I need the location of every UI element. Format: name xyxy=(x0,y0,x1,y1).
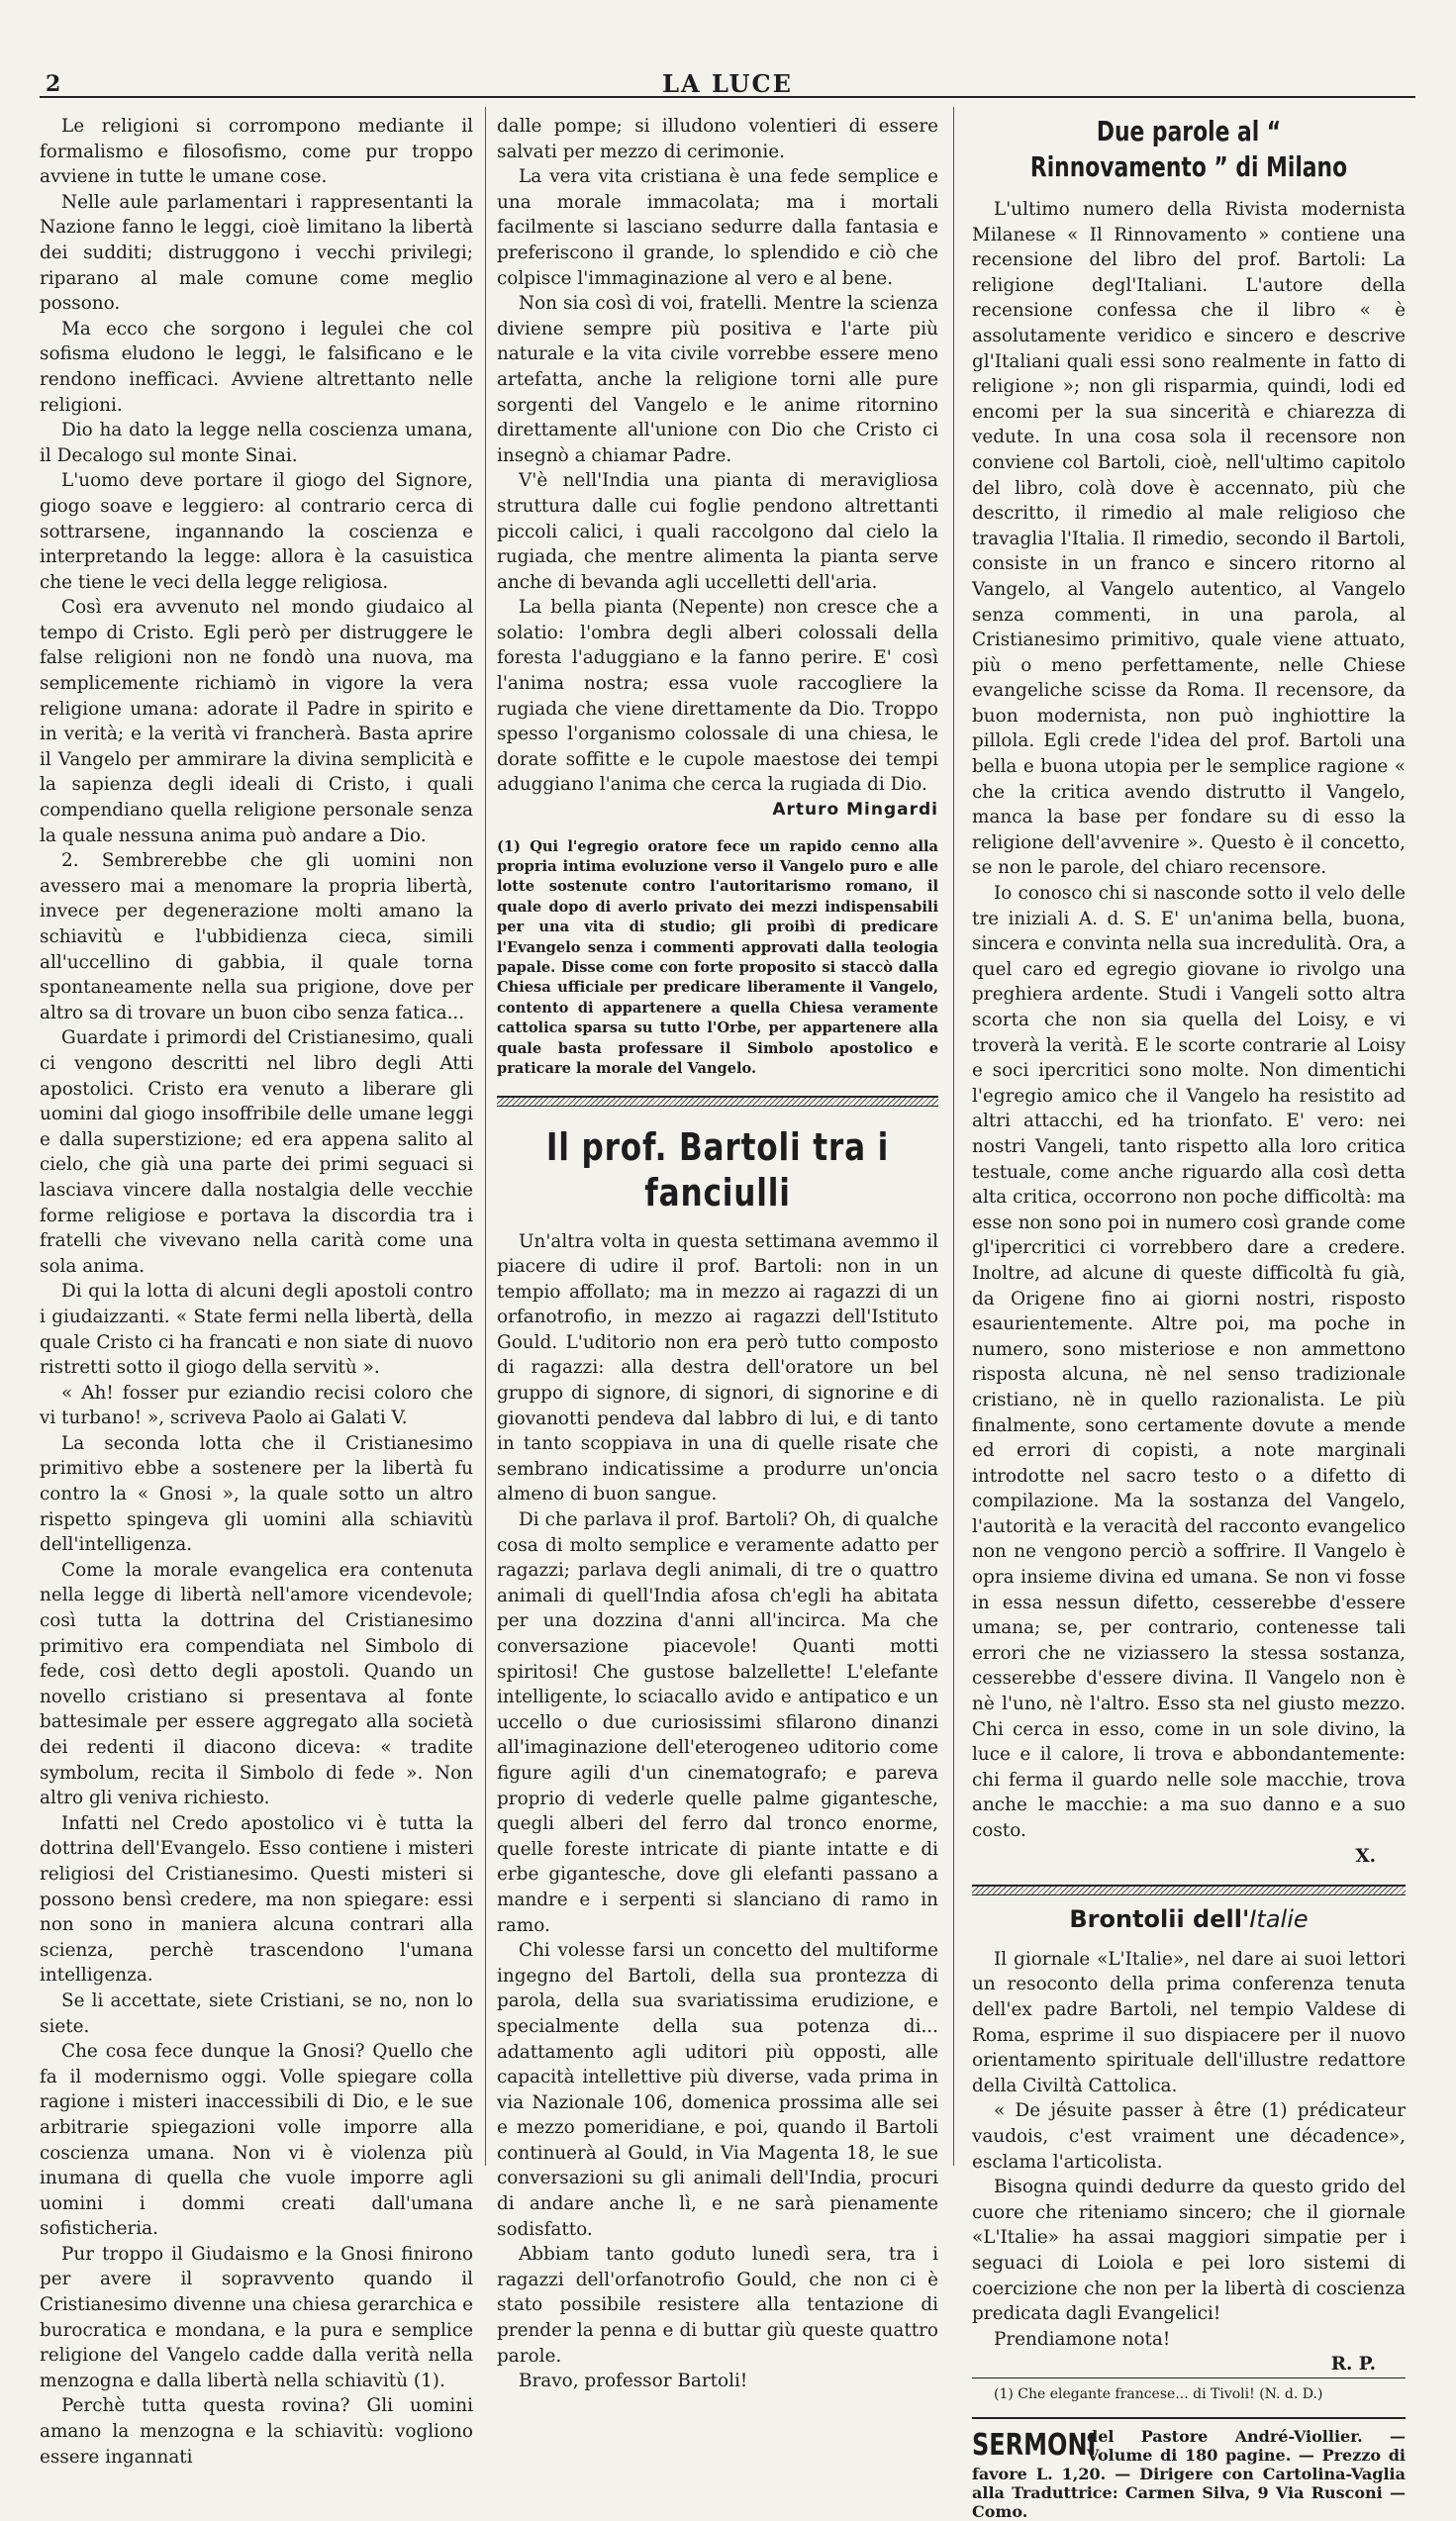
paragraph: « De jésuite passer à être (1) prédicateur vaudois, c'est vraiment une décadence», esclama l'articolista. xyxy=(972,2100,1406,2173)
paragraph: L'ultimo numero della Rivista modernista Milanese « Il Rinnovamento » contiene una recensione del libro del prof. Bartoli: La religione degl'Italiani. L'autore della recensione confessa che il libro « è assolutamente veridico e sincero e descrive gl'Italiani quali essi sono realmente in fatto di religione »; non gli risparmia, quindi, lodi ed encomi per la sua sincerità e chiarezza di vedute. In una cosa sola il recensore non conviene col Bartoli, cioè, nell'ultimo capitolo del libro, colà dove è accennato, più che descritto, il rimedio al male religioso che travaglia l'Italia. Il rimedio, secondo il Bartoli, consiste in un franco e sincero ritorno al Vangelo, al Vangelo autentico, al Vangelo senza commenti, in una parola, al Cristianesimo primitivo, quale viene attuato, più o meno perfettamente, nelle Chiese evangeliche scisse da Roma. Il recensore, da buon modernista, non può inghiottire la pillola. Egli crede l'idea del prof. Bartoli una bella e buona utopia per le semplice ragione « che la critica avendo distrutto il Vangelo, manca la base per fondare su di esso la religione dell'avvenire ». Questo è il concetto, se non le parole, del chiaro recensore. xyxy=(972,199,1406,879)
paragraph: La vera vita cristiana è una fede semplice e una morale immacolata; ma i mortali facilmente si lasciano sedurre dalla fantasia e preferiscono il grande, lo splendido e ciò che colpisce l'immaginazione al vero e al bene. xyxy=(497,166,938,289)
paragraph: Nelle aule parlamentari i rappresentanti la Nazione fanno le leggi, cioè limitano la libertà dei sudditi; distruggono i vecchi privilegi; riparano al male comune come meglio possono. xyxy=(40,191,473,315)
paragraph: Chi volesse farsi un concetto del multiforme ingegno del Bartoli, della sua prontezza di parola, della sua svariatissima erudizione, e specialmente della sua potenza di... adattamento agli uditori più opposti, alle capacità intellettive più diverse, vada prima in via Nazionale 106, domenica prossima alle sei e mezzo pomeridiane, e poi, quando il Bartoli continuerà al Gould, in Via Magenta 18, le sue conversazioni su gli animali dell'India, procuri di andare anche lì, e ne sarà pienamente sodisfatto. xyxy=(497,1940,938,2240)
column-3 xyxy=(972,114,1406,2521)
paragraph: Pur troppo il Giudaismo e la Gnosi finirono per avere il sopravvento quando il Cristianesimo divenne una chiesa gerarchica e burocratica e mondana, e la pura e semplice religione del Vangelo cadde dalla verità nella menzogna e dalla libertà nella schiavitù (1). xyxy=(40,2243,473,2391)
advertisement xyxy=(972,2417,1406,2521)
article-headline: Due parole al “ Rinnovamento ” di Milano xyxy=(1029,115,1348,183)
column-2 xyxy=(497,114,938,2394)
paragraph: Che cosa fece dunque la Gnosi? Quello che fa il modernismo oggi. Volle spiegare colla ragione i misteri inaccessibili di Dio, e le sue arbitrarie spiegazioni volle imporre alla coscienza umana. Non vi è violenza più inumana di quella che vuole imporre agli uomini i dommi creati dall'umana sofisticheria. xyxy=(40,2041,473,2240)
paragraph: Io conosco chi si nasconde sotto il velo delle tre iniziali A. d. S. E' un'anima bella, buona, sincera e convinta nella sua incredulità. Ora, a quel caro ed egregio giovane io rivolgo una preghiera ardente. Studi i Vangeli sotto altra scorta che non sia quella del Loisy, e vi troverà la verità. E le scorte contrarie al Loisy e soci ipercritici sono molte. Non dimentichi l'egregio amico che il Vangelo ha resistito ad altri attacchi, ed ha trionfato. E' vero: nei nostri Vangeli, tanto rispetto alla loro critica testuale, come anche riguardo alla così detta alta critica, occorrono non poche difficoltà: ma esse non sono poi in numero così grande come gl'ipercritici ci vorrebbero dare a credere. Inoltre, ad alcune di queste difficoltà fu già, da Origene fino ai giorni nostri, risposto esaurientemente. Altre poi, ma poche in numero, sono misteriose e non ammettono risposta alcuna, nè nel senso tradizionale cristiano, nè in quello razionalista. Le più finalmente, sono certamente dovute a mende ed errori di copisti, a note marginali introdotte nel sacro testo o a difetto di compilazione. Ma la sostanza del Vangelo, l'autorità e la veracità del racconto evangelico non ne vengono perciò a soffrire. Il Vangelo è opra insieme divina ed umana. Se non vi fosse in essa nessun difetto, cesserebbe d'essere umana; se, per contrario, contenesse tali errori che ne viziassero la stessa sostanza, cesserebbe d'essere divina. Il Vangelo non è nè l'uno, nè l'altro. Esso sta nel giusto mezzo. Chi cerca in esso, come in un sole divino, la luce e il calore, li trova e abbondantemente: chi ferma il guardo nelle sole macchie, trova anche le macchie: a ma suo danno e a suo costo. xyxy=(972,883,1406,1841)
author-signature: Arturo Mingardi xyxy=(772,800,938,821)
article-headline xyxy=(972,1907,1406,1933)
column-divider xyxy=(953,107,954,2166)
paragraph: V'è nell'India una pianta di meravigliosa struttura dalle cui foglie pendono altrettanti piccoli calici, i quali raccolgono dal cielo la rugiada, che mentre alimenta la pianta serve anche di bevanda agli uccelletti dell'aria. xyxy=(497,470,938,593)
paragraph: Non sia così di voi, fratelli. Mentre la scienza diviene sempre più positiva e l'arte più naturale e la vita civile vorrebbe essere meno artefatta, anche la religione torni alle pure sorgenti del Vangelo e le anime ritornino direttamente all'unione con Dio che Cristo ci insegnò a chiamar Padre. xyxy=(497,293,938,466)
paragraph: Se li accettate, siete Cristiani, se no, non lo siete. xyxy=(40,1989,473,2037)
column-divider xyxy=(485,107,486,2166)
paragraph: Come la morale evangelica era contenuta nella legge di libertà nell'amore vicendevole; così tutta la dottrina del Cristianesimo primitivo era compendiata nel Simbolo di fede, così detto degli apostoli. Quando un novello cristiano si presentava al fonte battesimale per essere aggregato alla società dei redenti il diacono diceva: « tradite symbolum, recita il Simbolo di fede ». Non altro gli veniva richiesto. xyxy=(40,1559,473,1809)
paragraph: La seconda lotta che il Cristianesimo primitivo ebbe a sostenere per la libertà fu contro la « Gnosi », la quale sotto un altro rispetto spingeva gli uomini alla schiavitù dell'intelligenza. xyxy=(40,1432,473,1556)
footnote-text: (1) Qui l'egregio oratore fece un rapido cenno alla propria intima evoluzione verso il Vangelo puro e alle lotte sostenute contro l'autoritarismo romano, il quale dopo di averlo privato dei mezzi indispensabili per una vita di studio; gli proibì di predicare l'Evangelo senza i commenti approvati dalla teologia papale. Disse come con forte proposito si staccò dalla Chiesa ufficiale per predicare liberamente il Vangelo, contento di appartenere a quella Chiesa veramente cattolica sparsa su tutto l'Orbe, per appartenere alla quale basta professare il Simbolo apostolico e praticare la morale del Vangelo. xyxy=(497,837,938,1078)
header-rule xyxy=(40,96,1415,98)
headline-italic: Italie xyxy=(1249,1905,1309,1934)
ad-title: SERMONI xyxy=(972,2428,1097,2464)
editor-note: (1) Che elegante francese... di Tivoli! (N. d. D.) xyxy=(972,2377,1406,2408)
author-signature: X. xyxy=(1355,1845,1376,1867)
paragraph: Così era avvenuto nel mondo giudaico al tempo di Cristo. Egli però per distruggere le false religioni non ne fondò una nuova, ma semplicemente richiamò in vigore la vera religione umana: adorate il Padre in spirito e in verità; e la verità vi francherà. Basta aprire il Vangelo per ammirare la divina semplicità e la sapienza degli ideali di Cristo, i quali compendiano quella religione personale senza la quale nessuna anima può andare a Dio. xyxy=(40,597,473,846)
paragraph: Di qui la lotta di alcuni degli apostoli contro i giudaizzanti. « State fermi nella libertà, della quale Cristo ci ha francati e non siate di nuovo ristretti sotto il giogo della servitù ». xyxy=(40,1281,473,1379)
article-headline: Il prof. Bartoli tra i fanciulli xyxy=(545,1124,890,1214)
paragraph: Il giornale «L'Italie», nel dare ai suoi lettori un resoconto della prima conferenza tenuta dell'ex padre Bartoli, nel tempio Valdese di Roma, esprime il suo dispiacere per il nuovo orientamento spirituale dell'illustre redattore della Civiltà Cattolica. xyxy=(972,1948,1406,2096)
paragraph: Bravo, professor Bartoli! xyxy=(519,2371,748,2392)
paragraph: Guardate i primordi del Cristianesimo, quali ci vengono descritti nel libro degli Atti apostolici. Cristo era venuto a liberare gli uomini dal giogo insoffribile delle umane leggi e dalla superstizione; ed era appena salito al cielo, che già una parte dei primi seguaci si lasciava vincere dalla nostalgia delle vecchie forme religiose e portava la discordia tra i fratelli che vivevano nella carità come una sola anima. xyxy=(40,1027,473,1277)
paragraph: Perchè tutta questa rovina? Gli uomini amano la menzogna e la schiavitù: vogliono essere ingannati xyxy=(40,2395,473,2468)
paragraph: 2. Sembrerebbe che gli uomini non avessero mai a menomare la propria libertà, invece per degenerazione molti amano la schiavitù e l'ubbidienza cieca, simili all'uccellino di gabbia, il quale torna spontaneamente nella sua prigione, dove per altro sa di trovare un buon cibo senza fatica... xyxy=(40,850,473,1023)
paragraph: Infatti nel Credo apostolico vi è tutta la dottrina dell'Evangelo. Esso contiene i misteri religiosi del Cristianesimo. Questi misteri si possono bensì credere, ma non spiegare: essi non sono in maniera alcuna contrari alla scienza, perchè trascendono l'umana intelligenza. xyxy=(40,1812,473,1987)
section-separator xyxy=(497,1096,938,1107)
paragraph: La bella pianta (Nepente) non cresce che a solatio: l'ombra degli alberi colossali della foresta l'aduggiano e la fanno perire. E' così l'anima nostra; essa vuole raccogliere la rugiada che viene direttamente da Dio. Troppo spesso l'organismo colossale di una chiesa, le dorate soffitte e le cupole maestose dei tempi aduggiano l'anima che cerca la rugiada di Dio. xyxy=(497,597,938,796)
headline-text: Brontolii dell' xyxy=(1069,1905,1250,1934)
paragraph: Le religioni si corrompono mediante il formalismo e filosofismo, come pur troppo avviene in tutte le umane cose. xyxy=(40,116,473,188)
column-1 xyxy=(40,114,473,2470)
page-header xyxy=(40,69,1415,97)
section-separator xyxy=(972,1885,1406,1895)
author-signature: R. P. xyxy=(1330,2354,1376,2376)
page-number: 2 xyxy=(46,71,61,97)
paragraph: « Ah! fosser pur eziandio recisi coloro che vi turbano! », scriveva Paolo ai Galati V. xyxy=(40,1382,473,1429)
paragraph: Ma ecco che sorgono i legulei che col sofisma eludono le leggi, le falsificano e le rendono inefficaci. Avviene altrettanto nelle religioni. xyxy=(40,318,473,416)
paragraph: Di che parlava il prof. Bartoli? Oh, di qualche cosa di molto semplice e veramente adatto per ragazzi; parlava degli animali, di tre o quattro animali di quell'India afosa ch'egli ha abitata per una dozzina d'anni all'incirca. Ma che conversazione piacevole! Quanti motti spiritosi! Che gustose balzellette! L'elefante intelligente, lo sciacallo avido e antipatico e un uccello o due curiosissimi sfilarono dinanzi all'imaginazione dell'eterogeneo uditorio come figure agili d'un cinematografo; e pareva proprio di vederle quelle palme gigantesche, quegli alberi del ferro dal tronco enorme, quelle foreste intricate di piante intatte e di erbe gigantesche, dove gli elefanti passano a mandre e i serpenti si slanciano di ramo in ramo. xyxy=(497,1509,938,1936)
paragraph: Abbiam tanto goduto lunedì sera, tra i ragazzi dell'orfanotrofio Gould, che non ci è stato possibile resistere alla tentazione di prender la penna e di buttar giù queste quattro parole. xyxy=(497,2244,938,2367)
paragraph: L'uomo deve portare il giogo del Signore, giogo soave e leggiero: al contrario cerca di sottrarsene, ingannando la coscienza e interpretando la legge: allora è la casuistica che tiene le veci della legge religiosa. xyxy=(40,470,473,593)
footnote xyxy=(497,837,938,1080)
ad-text: del Pastore André-Viollier. — Volume di 180 pagine. — Prezzo di favore L. 1,20. — Dirigere con Cartolina-Vaglia alla Traduttrice: Carmen Silva, 9 Via Rusconi — Como. xyxy=(972,2427,1406,2521)
paragraph: dalle pompe; si illudono volentieri di essere salvati per mezzo di cerimonie. xyxy=(497,116,938,162)
masthead: LA LUCE xyxy=(662,69,793,98)
paragraph: Dio ha dato la legge nella coscienza umana, il Decalogo sul monte Sinai. xyxy=(40,420,473,466)
paragraph: Un'altra volta in questa settimana avemmo il piacere di udire il prof. Bartoli: non in un tempio affollato; ma in mezzo ai ragazzi di un orfanotrofio, in mezzo ai ragazzi dell'Istituto Gould. L'uditorio non era però tutto composto di ragazzi: alla destra dell'oratore un bel gruppo di signore, di signori, di signorine e di giovanotti pendeva dal labbro di lui, e di tanto in tanto scoppiava in una di quelle risate che sembrano indicatissime a produrre un'oncia almeno di buon sangue. xyxy=(497,1230,938,1505)
paragraph: Prendiamone nota! xyxy=(994,2328,1171,2350)
paragraph: Bisogna quindi dedurre da questo grido del cuore che riteniamo sincero; che il giornale «L'Italie» ha assai maggiori simpatie per i seguaci di Loiola e pei loro sistemi di coercizione che non per la libertà di coscienza predicata dagli Evangelici! xyxy=(972,2177,1406,2325)
